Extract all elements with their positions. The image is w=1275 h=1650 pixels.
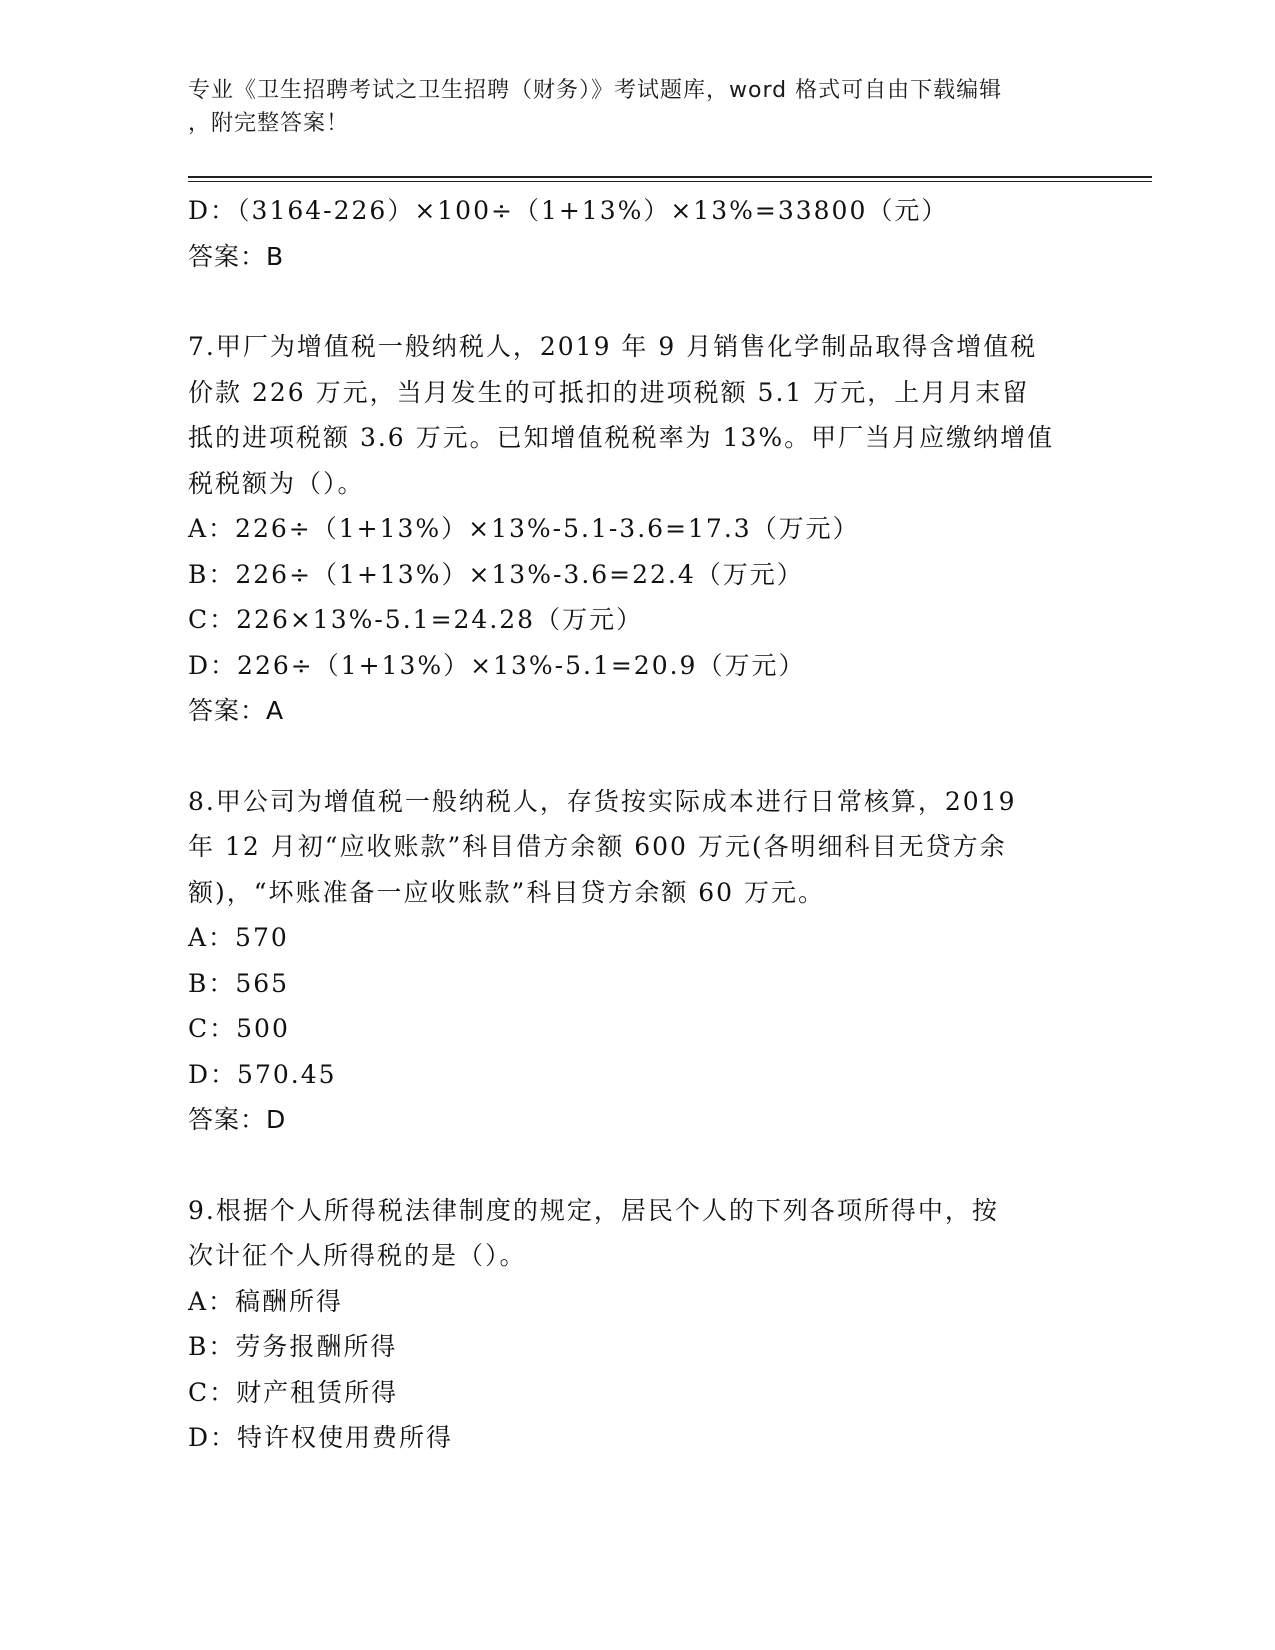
option-d: D：570.45: [188, 1059, 337, 1089]
question-8: [188, 779, 1088, 1143]
spacer: [188, 734, 1088, 779]
answer-line: 答案：D: [188, 1105, 287, 1134]
question-text-line: 税税额为（）。: [188, 468, 365, 498]
option-d: D：226÷（1+13%）×13%-5.1=20.9（万元）: [188, 650, 806, 680]
question-7: [188, 324, 1088, 734]
question-text-line: 价款 226 万元，当月发生的可抵扣的进项税额 5.1 万元，上月月末留: [188, 377, 1030, 407]
question-text-line: 8.甲公司为增值税一般纳税人，存货按实际成本进行日常核算，2019: [188, 786, 1017, 816]
spacer: [188, 1143, 1088, 1188]
option-d: D：特许权使用费所得: [188, 1423, 454, 1452]
question-text-line: 7.甲厂为增值税一般纳税人，2019 年 9 月销售化学制品取得含增值税: [188, 332, 1038, 361]
question-text-line: 抵的进项税额 3.6 万元。已知增值税税率为 13%。甲厂当月应缴纳增值: [188, 423, 1055, 452]
spacer: [188, 279, 1088, 324]
question-9: [188, 1188, 1088, 1461]
option-c: C：226×13%-5.1=24.28（万元）: [188, 605, 644, 634]
option-a: A：稿酬所得: [188, 1286, 344, 1316]
option-b: B：226÷（1+13%）×13%-3.6=22.4（万元）: [188, 559, 804, 589]
option-a: A：226÷（1+13%）×13%-5.1-3.6=17.3（万元）: [188, 514, 860, 543]
document-body: [188, 188, 1088, 1461]
header-line-2: ，附完整答案！: [188, 111, 350, 136]
option-c: C：财产租赁所得: [188, 1377, 399, 1407]
header-rule-thick: [188, 176, 1152, 178]
answer-line: 答案：B: [188, 241, 285, 271]
option-d: D：（3164-226）×100÷（1+13%）×13%=33800（元）: [188, 196, 949, 225]
option-c: C：500: [188, 1014, 290, 1043]
question-text-line: 额)，“坏账准备一应收账款”科目贷方余额 60 万元。: [188, 877, 826, 907]
header-rule-thin: [188, 181, 1152, 182]
question-text-line: 9.根据个人所得税法律制度的规定，居民个人的下列各项所得中，按: [188, 1195, 999, 1225]
answer-line: 答案：A: [188, 696, 285, 725]
option-b: B：劳务报酬所得: [188, 1332, 398, 1361]
header-line-1: 专业《卫生招聘考试之卫生招聘（财务）》考试题库，word 格式可自由下载编辑: [188, 78, 1003, 103]
question-text-line: 次计征个人所得税的是（）。: [188, 1241, 527, 1270]
document-header: [188, 74, 1078, 140]
previous-question-tail: [188, 188, 1088, 279]
question-text-line: 年 12 月初“应收账款”科目借方余额 600 万元(各明细科目无贷方余: [188, 832, 1007, 861]
option-a: A：570: [188, 923, 289, 952]
option-b: B：565: [188, 968, 290, 998]
